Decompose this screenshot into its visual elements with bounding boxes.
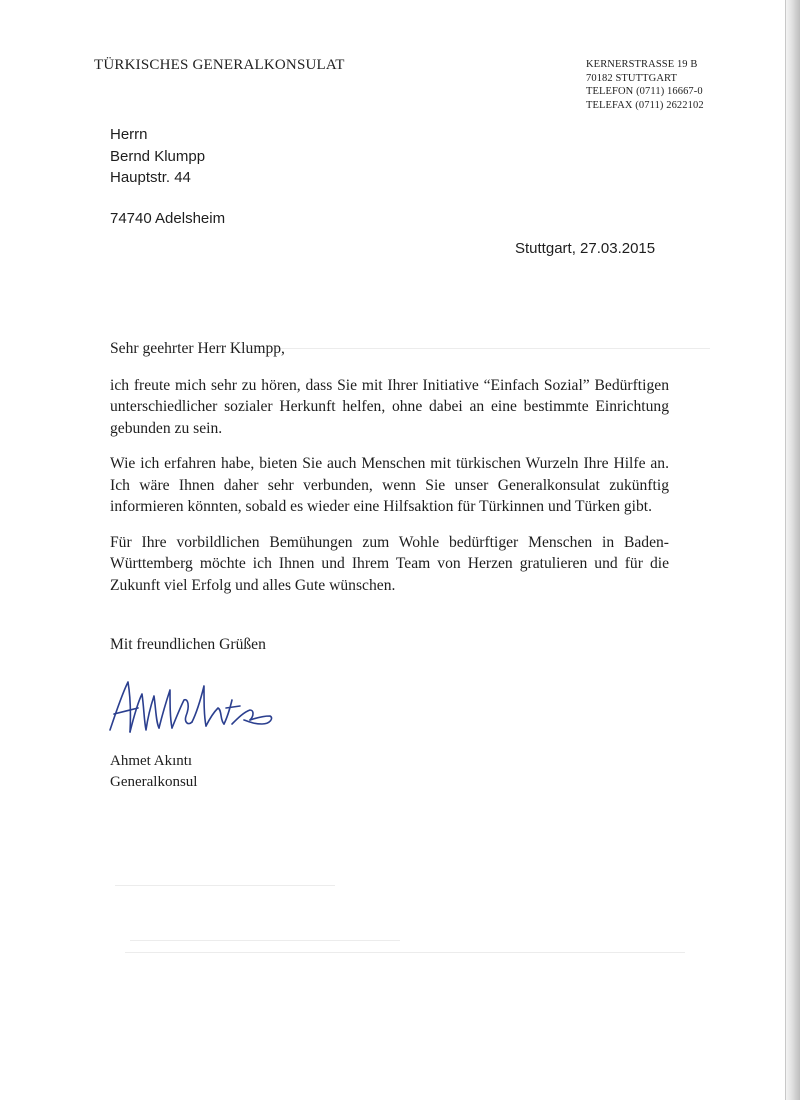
- address-city: 70182 STUTTGART: [586, 72, 677, 84]
- recipient-city: 74740 Adelsheim: [110, 209, 226, 227]
- closing: Mit freundlichen Grüßen: [110, 636, 266, 653]
- recipient-block: [110, 124, 225, 229]
- letterhead-address: [586, 58, 704, 112]
- signer-name: Ahmet Akıntı: [110, 753, 193, 769]
- recipient-line: Herrn: [110, 126, 148, 143]
- address-fax: TELEFAX (0711) 2622102: [586, 99, 704, 111]
- paragraph: Für Ihre vorbildlichen Bemühungen zum Wohle bedürftiger Menschen in Baden-Württemberg möchte ich Ihnen und Ihrem Team von Herzen gratulieren und für die Zukunft viel Erfolg und alles Gute wünschen.: [110, 533, 669, 594]
- address-street: KERNERSTRASSE 19 B: [586, 59, 698, 70]
- scan-artifact-line: [115, 885, 335, 886]
- signer-title: Generalkonsul: [110, 774, 198, 790]
- handwritten-signature: [104, 672, 284, 744]
- scan-artifact-line: [130, 940, 400, 941]
- letter-date: Stuttgart, 27.03.2015: [515, 240, 656, 257]
- salutation: Sehr geehrter Herr Klumpp,: [110, 340, 285, 357]
- letterhead-organization: TÜRKISCHES GENERALKONSULAT: [94, 57, 345, 73]
- paragraph: Wie ich erfahren habe, bieten Sie auch Menschen mit türkischen Wurzeln Ihre Hilfe an. Ich wäre Ihnen daher sehr verbunden, wenn Sie unser Generalkonsulat zukünftig informieren könnten, sobald es wieder eine Hilfsaktion für Türkinnen und Türken gibt.: [110, 455, 669, 515]
- paragraph: ich freute mich sehr zu hören, dass Sie mit Ihrer Initiative “Einfach Sozial” Bedürftigen unterschiedlicher sozialer Herkunft helfen, ohne dabei an eine bestimmte Einrichtung gebunden zu sein.: [110, 376, 669, 437]
- scan-artifact-line: [125, 952, 685, 953]
- signer-block: [110, 751, 197, 793]
- recipient-line: Hauptstr. 44: [110, 169, 191, 186]
- letter-body: [110, 338, 669, 610]
- address-phone: TELEFON (0711) 16667-0: [586, 86, 703, 97]
- recipient-line: Bernd Klumpp: [110, 147, 206, 165]
- page-edge-shadow: [786, 0, 800, 1100]
